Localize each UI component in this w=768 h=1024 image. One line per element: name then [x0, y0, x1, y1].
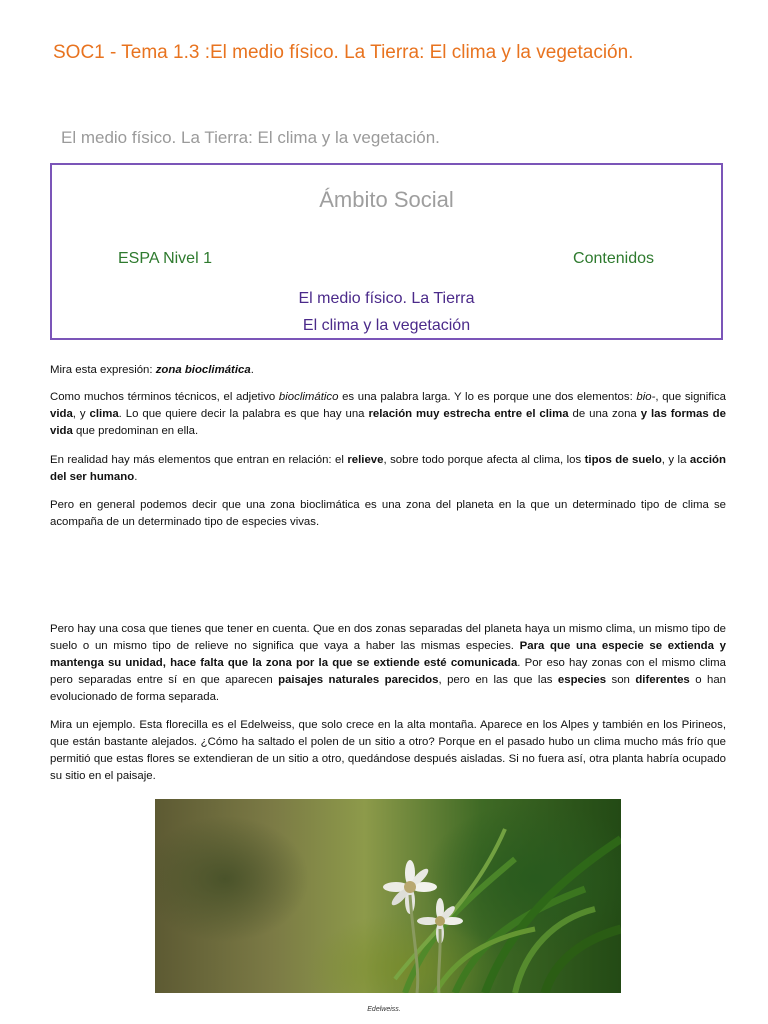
- image-caption: Edelweiss.: [367, 1006, 401, 1013]
- paragraph-3: En realidad hay más elementos que entran en relación: el relieve, sobre todo porque afecta al clima, los tipos de suelo, y la acción del ser humano.: [50, 454, 726, 483]
- edelweiss-photo: [155, 799, 621, 993]
- document-title: SOC1 - Tema 1.3 :El medio físico. La Tierra: El clima y la vegetación.: [53, 42, 634, 63]
- paragraph-6: Mira un ejemplo. Esta florecilla es el Edelweiss, que solo crece en la alta montaña. Aparece en los Alpes y también en los Pirineos, que están bastante alejados. ¿Cómo ha saltado el polen de un sitio a otro? Porque en el pasado hubo un clima mucho más frío que permitió que estas flores se extendieran de un sitio a otro, quedándose después aisladas. Si no fuera así, otra planta habría ocupado su sitio en el paisaje.: [50, 719, 726, 782]
- paragraph-2: Como muchos términos técnicos, el adjetivo bioclimático es una palabra larga. Y lo es porque une dos elementos: bio-, que significa vida, y clima. Lo que quiere decir la palabra es que hay una relación muy estrecha entre el clima de una zona y las formas de vida que predominan en ella.: [50, 391, 727, 437]
- nivel-label: ESPA Nivel 1: [118, 250, 212, 267]
- tema-line-1: El medio físico. La Tierra: [298, 290, 475, 307]
- tema-line-2: El clima y la vegetación: [302, 317, 471, 334]
- paragraph-4: Pero en general podemos decir que una zona bioclimática es una zona del planeta en la que un determinado tipo de clima se acompaña de un determinado tipo de especies vivas.: [50, 499, 726, 528]
- paragraph-5: Pero hay una cosa que tienes que tener en cuenta. Que en dos zonas separadas del planeta haya un mismo clima, un mismo tipo de suelo o un mismo tipo de relieve no significa que vaya a haber las mismas especies. Para que una especie se extienda y mantenga su unidad, hace falta que la zona por la que se extiende esté comunicada. Por eso hay zonas con el mismo clima pero separadas entre sí en que aparecen paisajes naturales parecidos, pero en las que las especies son diferentes o han evolucionado de forma separada.: [50, 623, 727, 703]
- ambito-heading: Ámbito Social: [319, 187, 454, 212]
- contenidos-label: Contenidos: [573, 250, 654, 267]
- paragraph-1: Mira esta expresión: zona bioclimática.: [50, 364, 254, 376]
- grass-leaves: [395, 829, 621, 993]
- section-subtitle: El medio físico. La Tierra: El clima y la vegetación.: [61, 128, 440, 147]
- header-box: [50, 163, 723, 340]
